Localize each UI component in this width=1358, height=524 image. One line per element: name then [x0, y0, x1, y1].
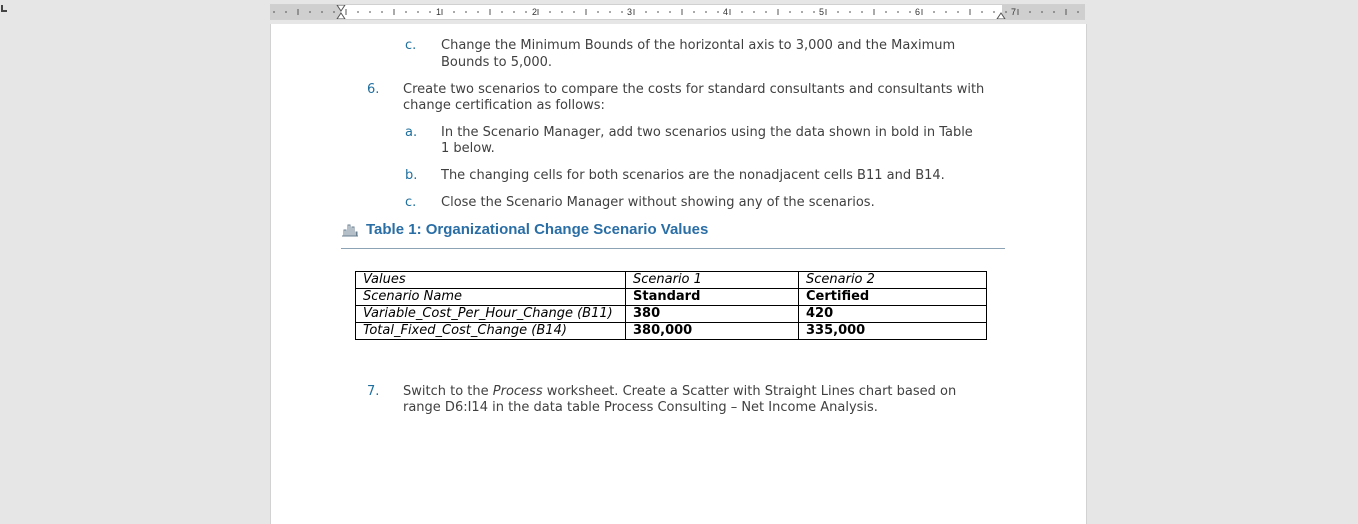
caption-text: Table 1: Organizational Change Scenario Values	[366, 221, 709, 238]
ruler-number: 7	[1011, 7, 1017, 17]
table-cell: Variable_Cost_Per_Hour_Change (B11)	[356, 306, 626, 323]
table-caption	[341, 221, 1005, 249]
step-text: 1 below.	[441, 141, 495, 156]
bar-chart-icon	[341, 223, 359, 237]
header-cell: Scenario 2	[799, 272, 987, 289]
list-marker: c.	[405, 38, 417, 53]
ruler-number: 4	[723, 7, 729, 17]
table-row	[356, 323, 987, 340]
horizontal-ruler[interactable]	[270, 4, 1085, 20]
hanging-indent-marker	[337, 13, 345, 19]
table-cell: Scenario Name	[356, 289, 626, 306]
step-text: The changing cells for both scenarios are the nonadjacent cells B11 and B14.	[441, 168, 945, 183]
list-marker: 6.	[367, 82, 380, 97]
step-text: In the Scenario Manager, add two scenarios using the data shown in bold in Table	[441, 125, 973, 140]
table-row	[356, 289, 987, 306]
table-cell: 380	[626, 306, 799, 323]
left-tab-icon	[1, 5, 7, 12]
step-text: change certification as follows:	[403, 98, 605, 113]
scenario-table	[355, 271, 987, 340]
list-marker: b.	[405, 168, 418, 183]
step-text	[403, 384, 956, 400]
step-text-part: Switch to the	[403, 384, 493, 399]
ruler-ticks	[270, 5, 1085, 19]
list-marker: a.	[405, 125, 418, 140]
ruler-number: 5	[819, 7, 825, 17]
ruler-number: 3	[627, 7, 633, 17]
list-marker: 7.	[367, 384, 380, 399]
header-cell: Scenario 1	[626, 272, 799, 289]
step-text: Close the Scenario Manager without showing any of the scenarios.	[441, 195, 875, 210]
table-cell: Certified	[799, 289, 987, 306]
table-cell: 420	[799, 306, 987, 323]
worksheet-name: Process	[492, 384, 543, 399]
first-line-indent-marker	[337, 5, 345, 11]
step-text: Create two scenarios to compare the costs for standard consultants and consultants with	[403, 82, 985, 97]
ruler-number: 1	[436, 7, 442, 17]
table-cell: 380,000	[626, 323, 799, 340]
table-cell: Standard	[626, 289, 799, 306]
table-row	[356, 306, 987, 323]
list-marker: c.	[405, 195, 417, 210]
table-cell: Total_Fixed_Cost_Change (B14)	[356, 323, 626, 340]
header-cell: Values	[356, 272, 626, 289]
document-page[interactable]	[270, 24, 1087, 524]
step-text-part: worksheet. Create a Scatter with Straight Lines chart based on	[542, 384, 957, 399]
step-text: range D6:I14 in the data table Process Consulting – Net Income Analysis.	[403, 400, 878, 415]
table-cell: 335,000	[799, 323, 987, 340]
step-text: Bounds to 5,000.	[441, 55, 553, 70]
tab-selector[interactable]	[0, 0, 13, 20]
table-header-row	[356, 272, 987, 289]
step-text: Change the Minimum Bounds of the horizontal axis to 3,000 and the Maximum	[441, 38, 956, 53]
ruler-number: 2	[532, 7, 538, 17]
right-indent-marker	[997, 13, 1005, 19]
ruler-number: 6	[915, 7, 921, 17]
